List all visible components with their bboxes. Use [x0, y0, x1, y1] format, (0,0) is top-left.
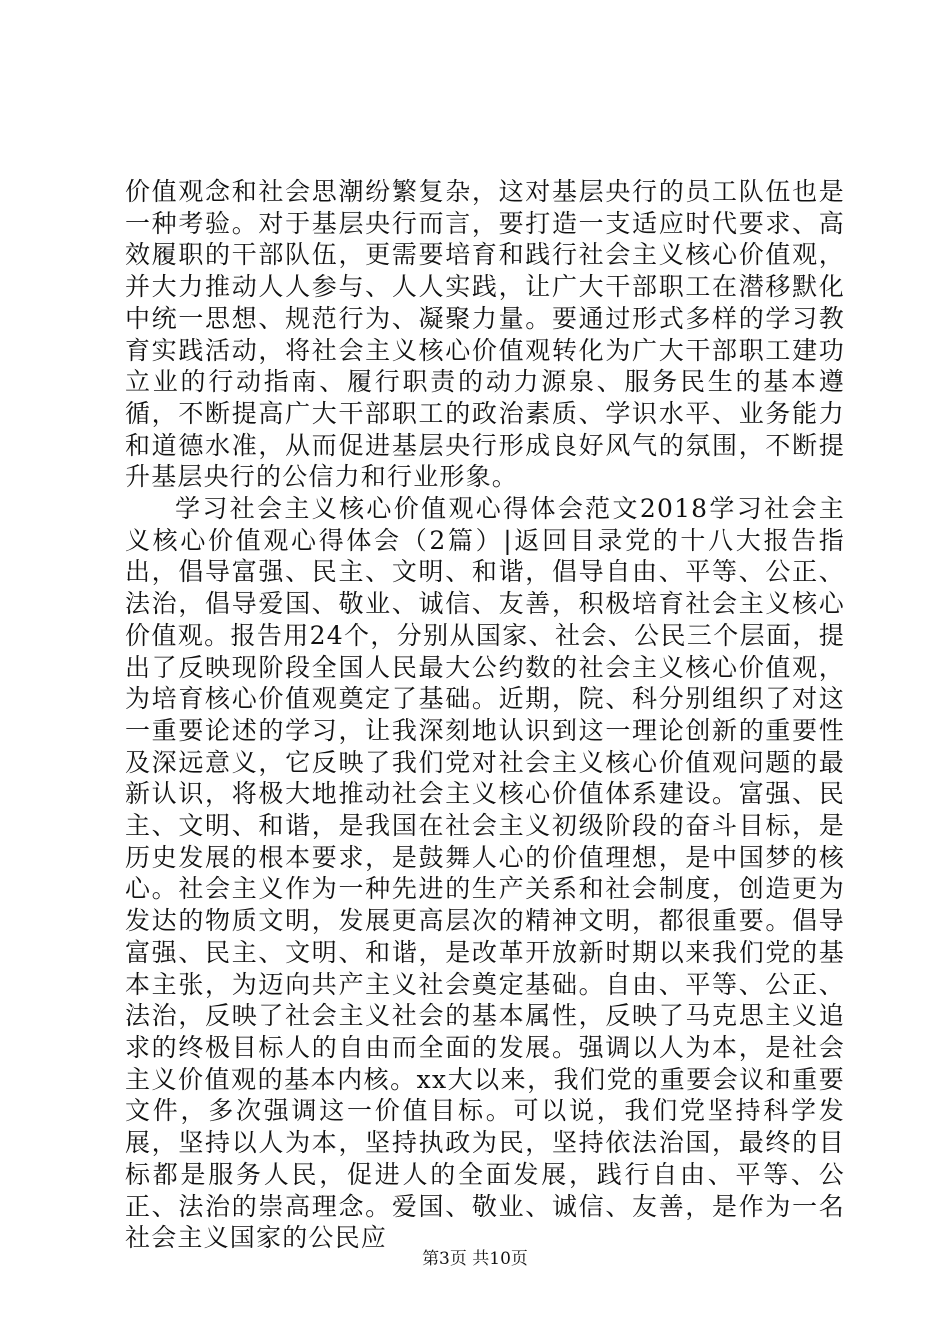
document-body [125, 176, 845, 1254]
paragraph-2: 学习社会主义核心价值观心得体会范文2018学习社会主义核心价值观心得体会（2篇）|返回目录党的十八大报告指出，倡导富强、民主、文明、和谐，倡导自由、平等、公正、法治，倡导爱国、敬业、诚信、友善，积极培育社会主义核心价值观。报告用24个，分别从国家、社会、公民三个层面，提出了反映现阶段全国人民最大公约数的社会主义核心价值观，为培育核心价值观奠定了基础。近期，院、科分别组织了对这一重要论述的学习，让我深刻地认识到这一理论创新的重要性及深远意义，它反映了我们党对社会主义核心价值观问题的最新认识，将极大地推动社会主义核心价值体系建设。富强、民主、文明、和谐，是我国在社会主义初级阶段的奋斗目标，是历史发展的根本要求，是鼓舞人心的价值理想，是中国梦的核心。社会主义作为一种先进的生产关系和社会制度，创造更为发达的物质文明，发展更高层次的精神文明，都很重要。倡导富强、民主、文明、和谐，是改革开放新时期以来我们党的基本主张，为迈向共产主义社会奠定基础。自由、平等、公正、法治，反映了社会主义社会的基本属性，反映了马克思主义追求的终极目标人的自由而全面的发展。强调以人为本，是社会主义价值观的基本内核。xx大以来，我们党的重要会议和重要文件，多次强调这一价值目标。可以说，我们党坚持科学发展，坚持以人为本，坚持执政为民，坚持依法治国，最终的目标都是服务人民，促进人的全面发展，践行自由、平等、公正、法治的崇高理念。爱国、敬业、诚信、友善，是作为一名社会主义国家的公民应 [125, 494, 845, 1253]
page-number-footer: 第3页 共10页 [422, 1249, 528, 1269]
paragraph-1: 价值观念和社会思潮纷繁复杂，这对基层央行的员工队伍也是一种考验。对于基层央行而言，要打造一支适应时代要求、高效履职的干部队伍，更需要培育和践行社会主义核心价值观，并大力推动人人参与、人人实践，让广大干部职工在潜移默化中统一思想、规范行为、凝聚力量。要通过形式多样的学习教育实践活动，将社会主义核心价值观转化为广大干部职工建功立业的行动指南、履行职责的动力源泉、服务民生的基本遵循，不断提高广大干部职工的政治素质、学识水平、业务能力和道德水准，从而促进基层央行形成良好风气的氛围，不断提升基层央行的公信力和行业形象。 [125, 177, 845, 492]
